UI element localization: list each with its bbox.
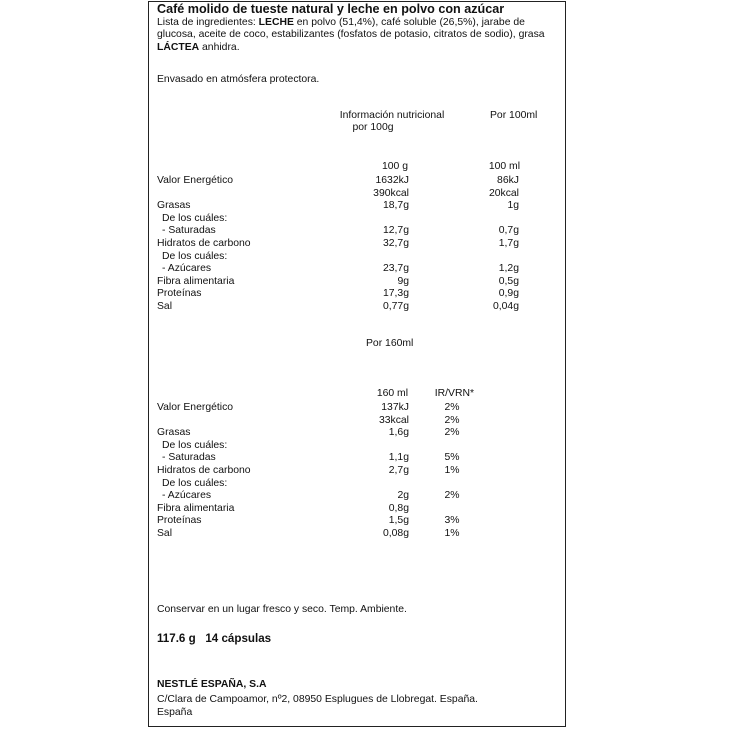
nutrient-value-secondary: 2% bbox=[444, 402, 460, 413]
company-address: C/Clara de Campoamor, nº2, 08950 Esplugues de Llobregat. España. bbox=[157, 694, 478, 705]
nutrient-label: De los cuáles: bbox=[162, 250, 228, 262]
nutrient-label: Sal bbox=[157, 528, 173, 539]
nutrient-value-secondary: 0,9g bbox=[498, 288, 519, 300]
table1-header-line2: por 100g bbox=[352, 122, 394, 134]
company-country: España bbox=[157, 707, 193, 718]
nutrient-value-secondary: 20kcal bbox=[488, 187, 519, 199]
nutrient-value-secondary: 3% bbox=[444, 515, 460, 527]
storage-note: Conservar en un lugar fresco y seco. Temp. Ambiente. bbox=[157, 604, 407, 615]
allergen-text: LECHE bbox=[258, 17, 294, 28]
nutrient-label: - Saturadas bbox=[162, 452, 216, 464]
nutrient-label: Hidratos de carbono bbox=[157, 465, 251, 476]
nutrient-value-primary: 1,6g bbox=[388, 427, 409, 439]
nutrient-value-secondary: 0,04g bbox=[492, 301, 519, 312]
nutrient-value-primary: 12,7g bbox=[382, 225, 409, 237]
net-weight: 117.6 g bbox=[157, 632, 196, 645]
nutrient-value-secondary: 1% bbox=[444, 465, 460, 476]
nutrient-value-secondary: 0,5g bbox=[498, 275, 519, 287]
nutrient-value-primary: 1,1g bbox=[388, 452, 409, 464]
nutrient-label: Grasas bbox=[157, 200, 191, 212]
nutrient-value-secondary: 2% bbox=[444, 490, 460, 502]
nutrient-value-primary: 2,7g bbox=[388, 465, 409, 476]
nutrient-value-primary: 390kcal bbox=[373, 187, 409, 199]
net-weight-line bbox=[157, 633, 271, 645]
nutrient-label: De los cuáles: bbox=[162, 212, 228, 224]
nutrient-value-primary: 18,7g bbox=[382, 200, 409, 212]
nutrient-value-secondary: 5% bbox=[444, 452, 460, 464]
nutrient-label: De los cuáles: bbox=[162, 439, 228, 451]
table2-col1-unit: 160 ml bbox=[376, 388, 408, 399]
table1-header-left bbox=[322, 110, 462, 135]
nutrient-label: Grasas bbox=[157, 427, 191, 439]
nutrient-value-primary: 0,8g bbox=[388, 502, 409, 514]
capsule-count: 14 cápsulas bbox=[205, 632, 272, 645]
table2-col2-unit: IR/VRN* bbox=[434, 388, 474, 399]
nutrient-label: Hidratos de carbono bbox=[157, 238, 251, 249]
nutrient-value-primary: 17,3g bbox=[382, 288, 409, 300]
nutrient-label: Proteínas bbox=[157, 515, 202, 527]
table1-header-line1: Información nutricional bbox=[339, 110, 445, 121]
table1-header-right: Por 100ml bbox=[490, 110, 538, 121]
product-title: Café molido de tueste natural y leche en polvo con azúcar bbox=[157, 2, 505, 16]
nutrient-value-secondary: 1,2g bbox=[498, 263, 519, 275]
packaging-note: Envasado en atmósfera protectora. bbox=[157, 74, 320, 85]
ingredients-label: Lista de ingredientes: bbox=[157, 17, 259, 28]
nutrient-value-secondary: 0,7g bbox=[498, 225, 519, 237]
ingredients-list bbox=[157, 17, 557, 54]
ingredient-text: anhidra. bbox=[199, 41, 240, 53]
nutrient-value-primary: 0,77g bbox=[382, 301, 409, 312]
nutrient-label: Fibra alimentaria bbox=[157, 275, 235, 287]
nutrient-value-primary: 33kcal bbox=[378, 414, 409, 426]
nutrient-value-primary: 1632kJ bbox=[375, 175, 409, 186]
nutrient-value-primary: 0,08g bbox=[382, 528, 409, 539]
nutrient-value-primary: 32,7g bbox=[382, 238, 409, 249]
nutrient-label: - Azúcares bbox=[162, 490, 212, 502]
nutrient-value-primary: 1,5g bbox=[388, 515, 409, 527]
nutrient-label: Valor Energético bbox=[157, 175, 234, 186]
company-name: NESTLÉ ESPAÑA, S.A bbox=[157, 679, 267, 690]
nutrient-value-secondary: 1,7g bbox=[498, 238, 519, 249]
table2-header: Por 160ml bbox=[366, 338, 414, 349]
nutrient-value-primary: 2g bbox=[397, 490, 409, 502]
nutrient-label: - Azúcares bbox=[162, 263, 212, 275]
nutrient-label: De los cuáles: bbox=[162, 477, 228, 489]
nutrient-value-secondary: 1g bbox=[507, 200, 519, 212]
nutrient-value-primary: 137kJ bbox=[381, 402, 409, 413]
nutrient-label: Valor Energético bbox=[157, 402, 234, 413]
nutrient-value-primary: 23,7g bbox=[382, 263, 409, 275]
nutrient-label: - Saturadas bbox=[162, 225, 216, 237]
nutrient-value-secondary: 1% bbox=[444, 528, 460, 539]
nutrient-label: Fibra alimentaria bbox=[157, 502, 235, 514]
allergen-text: LÁCTEA bbox=[157, 41, 200, 53]
nutrient-label: Sal bbox=[157, 301, 173, 312]
nutrient-value-secondary: 2% bbox=[444, 427, 460, 439]
nutrient-value-secondary: 2% bbox=[444, 414, 460, 426]
table1-col2-unit: 100 ml bbox=[488, 161, 520, 172]
nutrient-value-primary: 9g bbox=[397, 275, 409, 287]
table1-col1-unit: 100 g bbox=[381, 161, 408, 172]
ingredient-text: en polvo (51,4%), café soluble (26,5%), jarabe de glucosa, aceite de coco, estabilizantes (fosfatos de potasio, citratos de sodio), grasa bbox=[157, 17, 545, 41]
nutrient-label: Proteínas bbox=[157, 288, 202, 300]
nutrient-value-secondary: 86kJ bbox=[497, 175, 519, 186]
